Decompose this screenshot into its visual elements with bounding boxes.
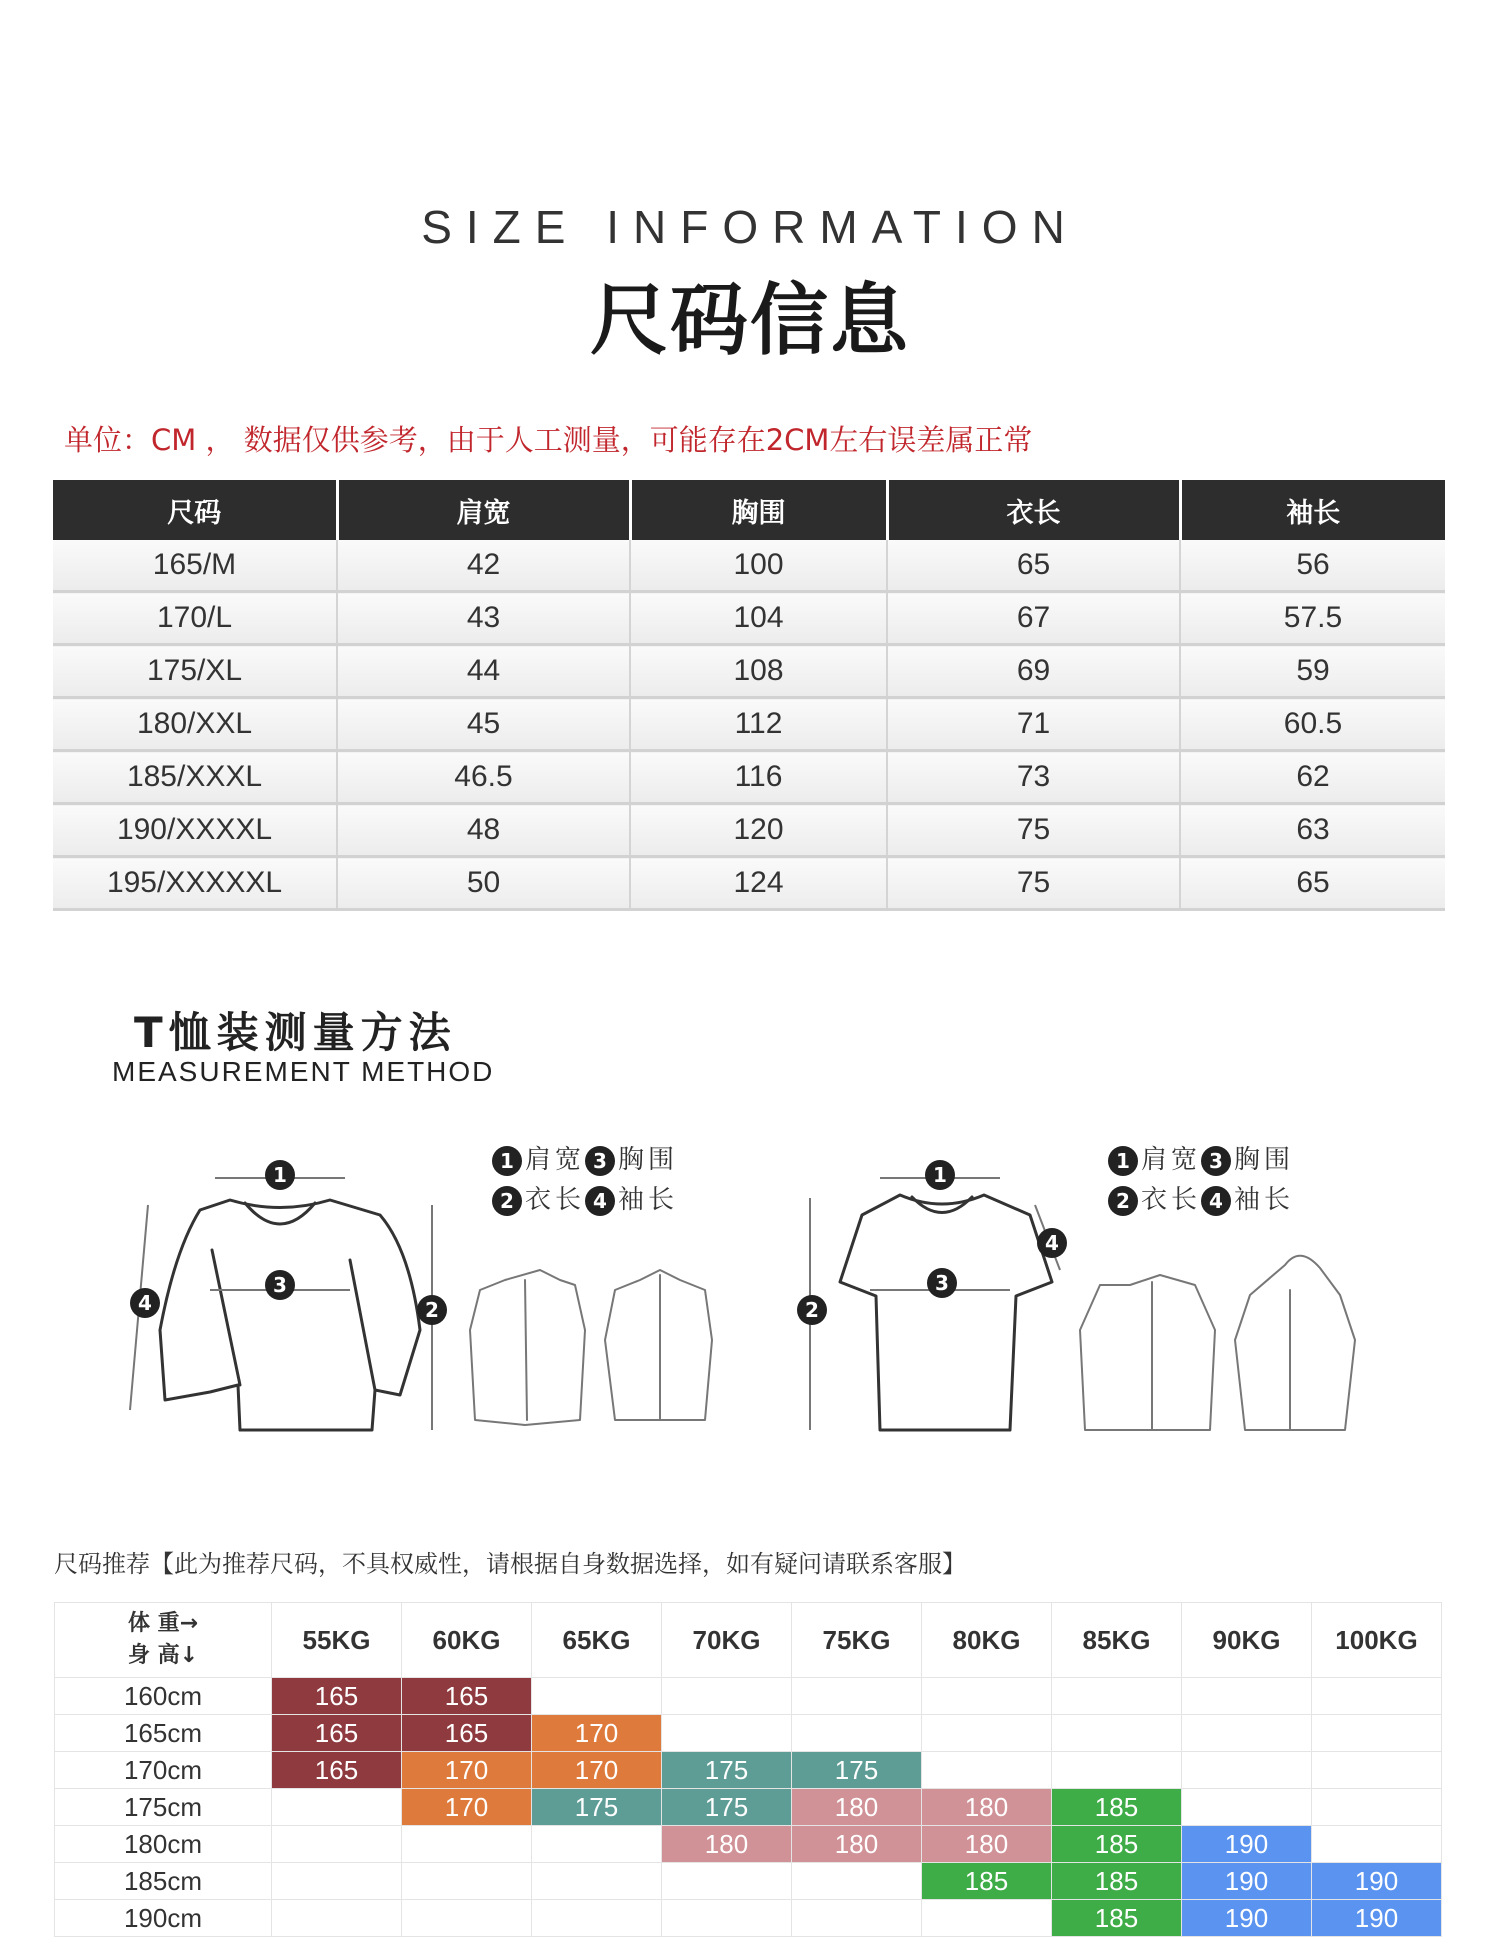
- size-row: [53, 645, 1445, 698]
- recommended-size-cell: 170: [402, 1789, 532, 1826]
- t-shirt-icon: [840, 1195, 1052, 1430]
- height-label: 180cm: [55, 1826, 272, 1863]
- weight-header: 100KG: [1312, 1603, 1442, 1678]
- recommended-size-cell: 175: [792, 1752, 922, 1789]
- size-cell: 65: [887, 540, 1180, 592]
- recommended-size-cell: [532, 1678, 662, 1715]
- recommended-size-cell: [1182, 1715, 1312, 1752]
- recommended-size-cell: [1052, 1752, 1182, 1789]
- recommended-size-cell: 185: [1052, 1789, 1182, 1826]
- recommended-size-cell: [922, 1752, 1052, 1789]
- height-row: [55, 1789, 1442, 1826]
- recommended-size-cell: [402, 1863, 532, 1900]
- marker-1-icon: [925, 1160, 955, 1190]
- size-cell: 170/L: [53, 592, 337, 645]
- size-row: [53, 698, 1445, 751]
- recommended-size-cell: [1312, 1826, 1442, 1863]
- recommended-size-cell: [662, 1678, 792, 1715]
- legend-left: [492, 1140, 678, 1220]
- weight-header: 55KG: [272, 1603, 402, 1678]
- marker-1-icon: [265, 1160, 295, 1190]
- recommendation-note: 尺码推荐【此为推荐尺码，不具权威性，请根据自身数据选择，如有疑问请联系客服】: [54, 1550, 966, 1578]
- size-cell: 42: [337, 540, 630, 592]
- weight-header: 90KG: [1182, 1603, 1312, 1678]
- svg-text:4: 4: [138, 1291, 152, 1315]
- size-cell: 50: [337, 857, 630, 910]
- weight-header: 85KG: [1052, 1603, 1182, 1678]
- marker-4-icon: [130, 1288, 160, 1318]
- long-sleeve-shirt-icon: [160, 1200, 420, 1430]
- recommended-size-cell: [1312, 1789, 1442, 1826]
- recommended-size-cell: 170: [402, 1752, 532, 1789]
- height-row: [55, 1752, 1442, 1789]
- recommended-size-cell: [402, 1826, 532, 1863]
- recommended-size-cell: 165: [402, 1715, 532, 1752]
- recommended-size-cell: 170: [532, 1715, 662, 1752]
- size-row: [53, 857, 1445, 910]
- legend-row-1: [492, 1140, 678, 1180]
- recommended-size-cell: [272, 1900, 402, 1937]
- size-row: [53, 540, 1445, 592]
- size-cell: 112: [630, 698, 887, 751]
- size-cell: 75: [887, 857, 1180, 910]
- recommended-size-cell: [922, 1715, 1052, 1752]
- legend-sleeve: 袖长: [618, 1185, 679, 1215]
- recommended-size-cell: [662, 1715, 792, 1752]
- size-cell: 62: [1180, 751, 1445, 804]
- size-cell: 185/XXXL: [53, 751, 337, 804]
- height-label: 165cm: [55, 1715, 272, 1752]
- recommended-size-cell: 190: [1182, 1826, 1312, 1863]
- size-cell: 124: [630, 857, 887, 910]
- legend-right: [1108, 1140, 1294, 1220]
- height-row: [55, 1678, 1442, 1715]
- recommended-size-cell: 190: [1312, 1900, 1442, 1937]
- recommended-size-cell: 190: [1182, 1863, 1312, 1900]
- recommended-size-cell: 185: [922, 1863, 1052, 1900]
- number-3-icon: 3: [585, 1146, 615, 1176]
- recommended-size-cell: 165: [402, 1678, 532, 1715]
- size-cell: 65: [1180, 857, 1445, 910]
- shirt-icon: [1080, 1275, 1215, 1430]
- recommended-size-cell: 165: [272, 1715, 402, 1752]
- weight-header: 75KG: [792, 1603, 922, 1678]
- size-cell: 46.5: [337, 751, 630, 804]
- jacket-icon: [470, 1270, 585, 1425]
- recommended-size-cell: [1312, 1752, 1442, 1789]
- svg-text:2: 2: [805, 1298, 819, 1322]
- unit-note: 单位：CM ， 数据仅供参考，由于人工测量，可能存在2CM左右误差属正常: [64, 423, 1033, 457]
- recommended-size-cell: [792, 1900, 922, 1937]
- height-row: [55, 1900, 1442, 1937]
- height-row: [55, 1863, 1442, 1900]
- recommended-size-cell: 180: [922, 1826, 1052, 1863]
- height-label: 160cm: [55, 1678, 272, 1715]
- title-cn: 尺码信息: [589, 276, 910, 366]
- size-cell: 75: [887, 804, 1180, 857]
- recommended-size-cell: [922, 1678, 1052, 1715]
- number-1-icon: 1: [1108, 1146, 1138, 1176]
- size-cell: 104: [630, 592, 887, 645]
- svg-text:4: 4: [1045, 1231, 1059, 1255]
- recommended-size-cell: 190: [1312, 1863, 1442, 1900]
- legend-chest: 胸围: [618, 1145, 679, 1175]
- size-row: [53, 751, 1445, 804]
- size-recommendation-table: [54, 1602, 1442, 1937]
- recommended-size-cell: 165: [272, 1752, 402, 1789]
- size-cell: 195/XXXXXL: [53, 857, 337, 910]
- height-label: 185cm: [55, 1863, 272, 1900]
- measurement-subtitle: MEASUREMENT METHOD: [112, 1056, 495, 1087]
- svg-text:2: 2: [425, 1298, 439, 1322]
- recommended-size-cell: 175: [532, 1789, 662, 1826]
- recommended-size-cell: 170: [532, 1752, 662, 1789]
- size-cell: 60.5: [1180, 698, 1445, 751]
- weight-header-row: [55, 1603, 1442, 1678]
- legend-chest: 胸围: [1234, 1145, 1295, 1175]
- size-cell: 48: [337, 804, 630, 857]
- recommended-size-cell: [1052, 1678, 1182, 1715]
- height-row: [55, 1715, 1442, 1752]
- number-4-icon: 4: [585, 1186, 615, 1216]
- legend-row-2: [1108, 1180, 1294, 1220]
- size-cell: 59: [1180, 645, 1445, 698]
- weight-header: 80KG: [922, 1603, 1052, 1678]
- recommended-size-cell: 185: [1052, 1900, 1182, 1937]
- title-en: SIZE INFORMATION: [421, 201, 1079, 253]
- recommended-size-cell: 180: [662, 1826, 792, 1863]
- size-row: [53, 804, 1445, 857]
- size-cell: 67: [887, 592, 1180, 645]
- recommended-size-cell: 180: [792, 1826, 922, 1863]
- col-chest: 胸围: [630, 480, 887, 540]
- recommended-size-cell: 185: [1052, 1863, 1182, 1900]
- size-table: [53, 480, 1445, 911]
- recommended-size-cell: 180: [792, 1789, 922, 1826]
- corner-label: [55, 1603, 272, 1678]
- recommended-size-cell: [1312, 1678, 1442, 1715]
- height-axis-label: 身 高↓: [127, 1643, 199, 1668]
- recommended-size-cell: [272, 1826, 402, 1863]
- size-cell: 108: [630, 645, 887, 698]
- svg-text:3: 3: [273, 1273, 287, 1297]
- marker-3-icon: [265, 1270, 295, 1300]
- number-3-icon: 3: [1201, 1146, 1231, 1176]
- size-cell: 116: [630, 751, 887, 804]
- marker-2-icon: [417, 1295, 447, 1325]
- size-cell: 120: [630, 804, 887, 857]
- recommended-size-cell: [792, 1863, 922, 1900]
- recommended-size-cell: 185: [1052, 1826, 1182, 1863]
- marker-2-icon: [797, 1295, 827, 1325]
- size-cell: 165/M: [53, 540, 337, 592]
- recommended-size-cell: [1052, 1715, 1182, 1752]
- size-cell: 45: [337, 698, 630, 751]
- col-shoulder: 肩宽: [337, 480, 630, 540]
- recommended-size-cell: 175: [662, 1752, 792, 1789]
- col-length: 衣长: [887, 480, 1180, 540]
- recommended-size-cell: [402, 1900, 532, 1937]
- recommended-size-cell: 165: [272, 1678, 402, 1715]
- recommended-size-cell: 180: [922, 1789, 1052, 1826]
- recommended-size-cell: [662, 1900, 792, 1937]
- height-label: 175cm: [55, 1789, 272, 1826]
- hoodie-icon: [1235, 1256, 1355, 1430]
- size-cell: 43: [337, 592, 630, 645]
- recommended-size-cell: [1312, 1715, 1442, 1752]
- legend-length: 衣长: [525, 1185, 586, 1215]
- number-2-icon: 2: [1108, 1186, 1138, 1216]
- size-cell: 44: [337, 645, 630, 698]
- svg-text:1: 1: [933, 1163, 947, 1187]
- recommended-size-cell: [1182, 1678, 1312, 1715]
- recommended-size-cell: 190: [1182, 1900, 1312, 1937]
- legend-row-1: [1108, 1140, 1294, 1180]
- size-row: [53, 592, 1445, 645]
- size-cell: 69: [887, 645, 1180, 698]
- col-sleeve: 袖长: [1180, 480, 1445, 540]
- size-cell: 175/XL: [53, 645, 337, 698]
- recommended-size-cell: [532, 1863, 662, 1900]
- marker-3-icon: [927, 1268, 957, 1298]
- size-cell: 73: [887, 751, 1180, 804]
- weight-axis-label: 体 重→: [127, 1611, 199, 1636]
- legend-row-2: [492, 1180, 678, 1220]
- size-cell: 71: [887, 698, 1180, 751]
- recommended-size-cell: [272, 1789, 402, 1826]
- number-2-icon: 2: [492, 1186, 522, 1216]
- recommended-size-cell: [922, 1900, 1052, 1937]
- zip-jacket-icon: [605, 1270, 712, 1420]
- legend-sleeve: 袖长: [1234, 1185, 1295, 1215]
- size-cell: 56: [1180, 540, 1445, 592]
- recommended-size-cell: [1182, 1752, 1312, 1789]
- height-row: [55, 1826, 1442, 1863]
- svg-text:3: 3: [935, 1271, 949, 1295]
- recommended-size-cell: [1182, 1789, 1312, 1826]
- size-cell: 57.5: [1180, 592, 1445, 645]
- recommended-size-cell: [662, 1863, 792, 1900]
- size-cell: 190/XXXXL: [53, 804, 337, 857]
- recommended-size-cell: [272, 1863, 402, 1900]
- weight-header: 70KG: [662, 1603, 792, 1678]
- svg-text:1: 1: [273, 1163, 287, 1187]
- size-cell: 100: [630, 540, 887, 592]
- size-cell: 180/XXL: [53, 698, 337, 751]
- number-4-icon: 4: [1201, 1186, 1231, 1216]
- recommended-size-cell: [792, 1678, 922, 1715]
- legend-shoulder: 肩宽: [1141, 1145, 1202, 1175]
- height-label: 170cm: [55, 1752, 272, 1789]
- recommended-size-cell: [532, 1900, 662, 1937]
- col-size: 尺码: [53, 480, 337, 540]
- height-label: 190cm: [55, 1900, 272, 1937]
- size-table-header: [53, 480, 1445, 540]
- weight-header: 60KG: [402, 1603, 532, 1678]
- recommended-size-cell: [792, 1715, 922, 1752]
- size-cell: 63: [1180, 804, 1445, 857]
- legend-shoulder: 肩宽: [525, 1145, 586, 1175]
- weight-header: 65KG: [532, 1603, 662, 1678]
- measurement-title: T恤装测量方法: [134, 1008, 457, 1057]
- marker-4-icon: [1037, 1228, 1067, 1258]
- number-1-icon: 1: [492, 1146, 522, 1176]
- recommended-size-cell: 175: [662, 1789, 792, 1826]
- recommended-size-cell: [532, 1826, 662, 1863]
- legend-length: 衣长: [1141, 1185, 1202, 1215]
